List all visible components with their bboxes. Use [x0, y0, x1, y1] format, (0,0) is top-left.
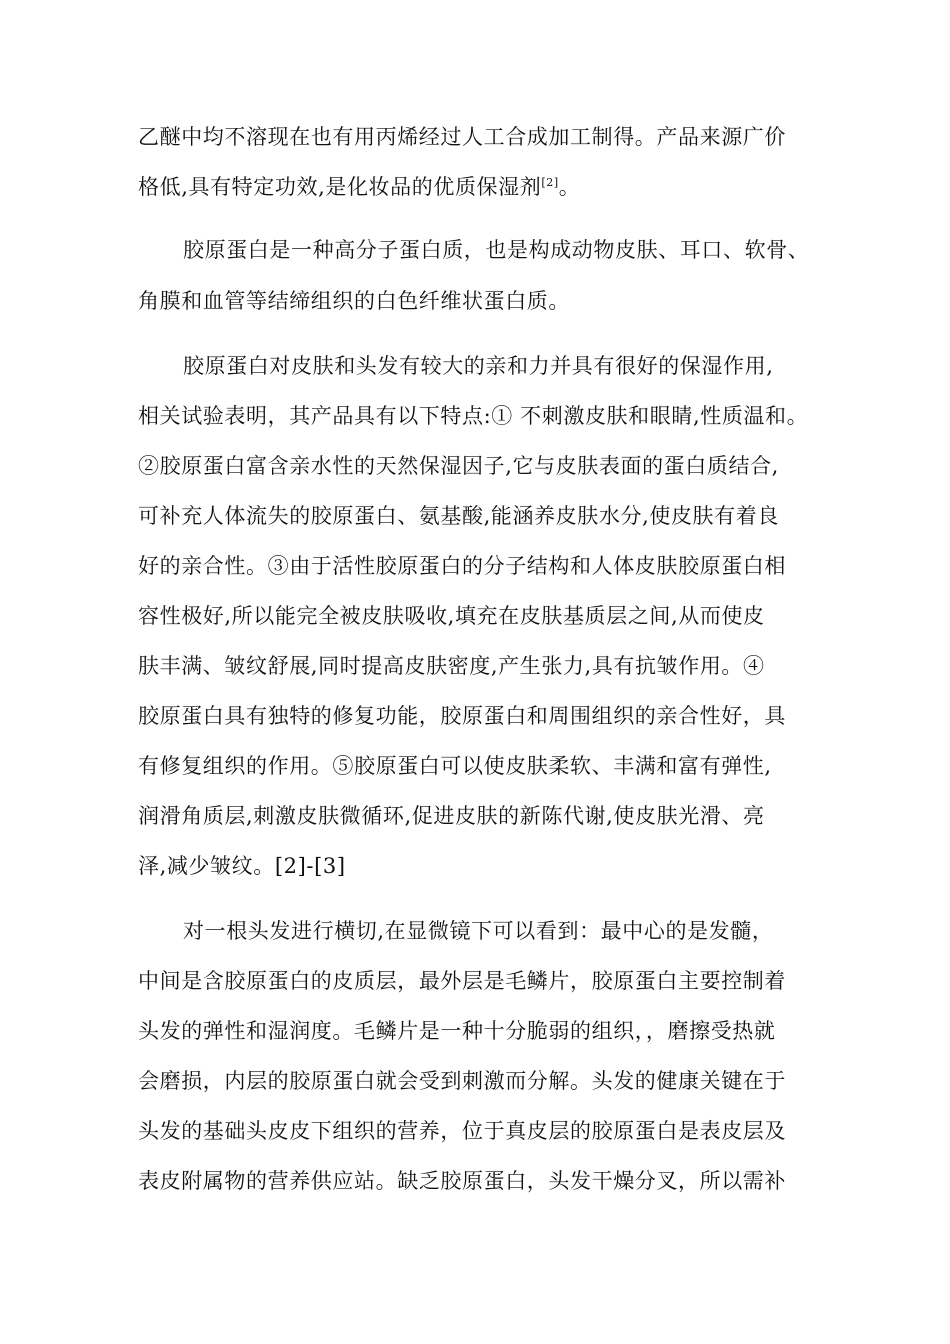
paragraph-line: 相关试验表明，其产品具有以下特点:① 不刺激皮肤和眼睛,性质温和。: [138, 404, 809, 428]
paragraph-line: 头发的弹性和湿润度。毛鳞片是一种十分脆弱的组织，，磨擦受热就: [138, 1019, 776, 1043]
paragraph-line: 会磨损，内层的胶原蛋白就会受到刺激而分解。头发的健康关键在于: [138, 1069, 786, 1093]
paragraph-line: 泽,减少皱纹。[2]-[3]: [138, 854, 346, 878]
line-trailing-punctuation: 。: [558, 175, 581, 199]
paragraph-line: 润滑角质层,刺激皮肤微循环,促进皮肤的新陈代谢,使皮肤光滑、亮: [138, 804, 765, 828]
paragraph-line: 可补充人体流失的胶原蛋白、氨基酸,能涵养皮肤水分,使皮肤有着良: [138, 504, 779, 528]
paragraph-line: 胶原蛋白具有独特的修复功能，胶原蛋白和周围组织的亲合性好，具: [138, 704, 786, 728]
paragraph-line: [138, 173, 580, 201]
paragraph-line: ②胶原蛋白富含亲水性的天然保湿因子,它与皮肤表面的蛋白质结合,: [138, 454, 779, 478]
citation-superscript: [2]: [541, 176, 559, 189]
paragraph-line: 乙醚中均不溶现在也有用丙烯经过人工合成加工制得。产品来源广价: [138, 125, 786, 149]
paragraph-line: 容性极好,所以能完全被皮肤吸收,填充在皮肤基质层之间,从而使皮: [138, 604, 765, 628]
paragraph-line: 好的亲合性。③由于活性胶原蛋白的分子结构和人体皮肤胶原蛋白相: [138, 554, 786, 578]
paragraph-line: 肤丰满、皱纹舒展,同时提高皮肤密度,产生张力,具有抗皱作用。④: [138, 654, 765, 678]
paragraph-line: 对一根头发进行横切,在显微镜下可以看到：最中心的是发髓，: [183, 919, 774, 943]
paragraph-line: 表皮附属物的营养供应站。缺乏胶原蛋白，头发干燥分叉，所以需补: [138, 1169, 786, 1193]
line-text: 格低,具有特定功效,是化妆品的优质保湿剂: [138, 175, 542, 199]
paragraph-line: 角膜和血管等结缔组织的白色纤维状蛋白质。: [138, 289, 570, 313]
paragraph-line: 头发的基础头皮皮下组织的营养，位于真皮层的胶原蛋白是表皮层及: [138, 1119, 786, 1143]
paragraph-line: 中间是含胶原蛋白的皮质层，最外层是毛鳞片，胶原蛋白主要控制着: [138, 969, 786, 993]
paragraph-line: 有修复组织的作用。⑤胶原蛋白可以使皮肤柔软、丰满和富有弹性,: [138, 754, 772, 778]
paragraph-line: 胶原蛋白是一种高分子蛋白质，也是构成动物皮肤、耳口、软骨、: [183, 238, 810, 262]
paragraph-line: 胶原蛋白对皮肤和头发有较大的亲和力并具有很好的保湿作用,: [183, 354, 774, 378]
